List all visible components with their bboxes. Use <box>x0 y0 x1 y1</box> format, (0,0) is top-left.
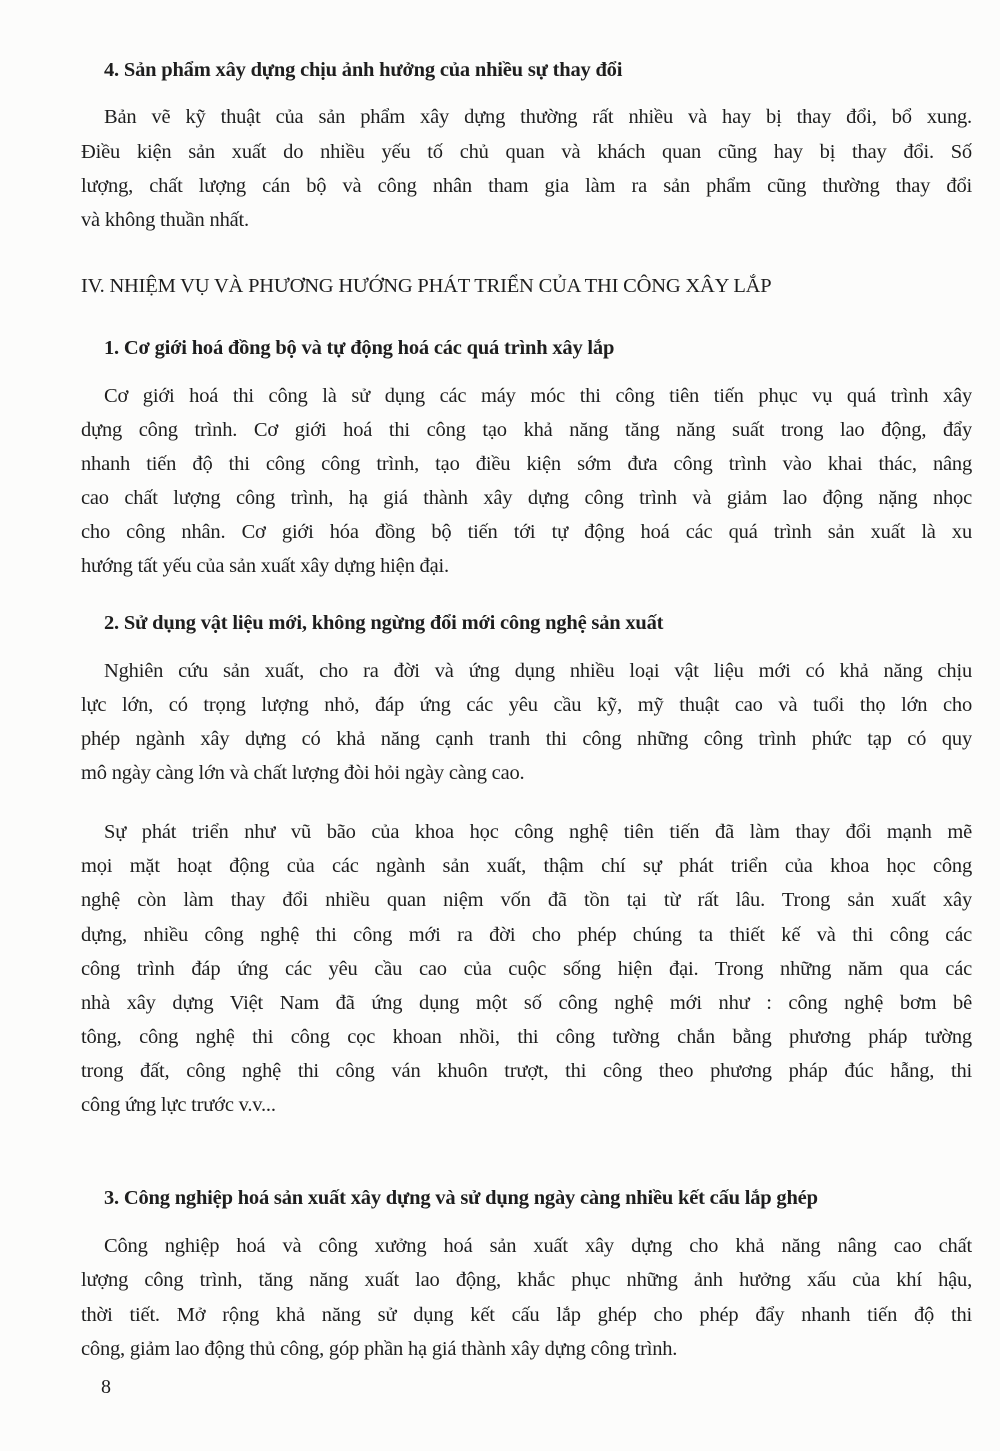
paragraph-line: Nghiên cứu sản xuất, cho ra đời và ứng dụng nhiều loại vật liệu mới có khả năng chịu <box>104 660 972 682</box>
paragraph-line: tông, công nghệ thi công cọc khoan nhồi, thi công tường chắn bằng phương pháp tường <box>81 1026 972 1048</box>
section-heading: 3. Công nghiệp hoá sản xuất xây dựng và sử dụng ngày càng nhiều kết cấu lắp ghép <box>104 1187 818 1209</box>
paragraph-line: công, giảm lao động thủ công, góp phần hạ giá thành xây dựng công trình. <box>81 1338 678 1360</box>
paragraph-line: nhanh tiến độ thi công công trình, tạo điều kiện sớm đưa công trình vào khai thác, nâng <box>81 453 972 475</box>
paragraph-line: mô ngày càng lớn và chất lượng đòi hỏi ngày càng cao. <box>81 762 525 784</box>
paragraph-line: cho công nhân. Cơ giới hóa đồng bộ tiến tới tự động hoá các quá trình sản xuất là xu <box>81 521 972 543</box>
paragraph-line: mọi mặt hoạt động của các ngành sản xuất, thậm chí sự phát triển của khoa học công <box>81 855 972 877</box>
paragraph-line: Cơ giới hoá thi công là sử dụng các máy móc thi công tiên tiến phục vụ quá trình xây <box>104 385 972 407</box>
paragraph-line: Sự phát triển như vũ bão của khoa học công nghệ tiên tiến đã làm thay đổi mạnh mẽ <box>104 821 972 843</box>
paragraph-line: Công nghiệp hoá và công xưởng hoá sản xuất xây dựng cho khả năng nâng cao chất <box>104 1235 972 1257</box>
paragraph-line: công trình đáp ứng các yêu cầu cao của cuộc sống hiện đại. Trong những năm qua các <box>81 958 972 980</box>
paragraph-line: Bản vẽ kỹ thuật của sản phẩm xây dựng thường rất nhiều và hay bị thay đổi, bổ xung. <box>104 106 972 128</box>
section-heading: 1. Cơ giới hoá đồng bộ và tự động hoá các quá trình xây lắp <box>104 337 615 359</box>
section-heading: 2. Sử dụng vật liệu mới, không ngừng đổi mới công nghệ sản xuất <box>104 612 664 634</box>
paragraph-line: nghệ còn làm thay đổi nhiều quan niệm vốn đã tồn tại từ rất lâu. Trong sản xuất xây <box>81 889 972 911</box>
section-heading: 4. Sản phẩm xây dựng chịu ảnh hưởng của nhiều sự thay đổi <box>104 59 623 81</box>
paragraph-line: dựng công trình. Cơ giới hoá thi công tạo khả năng tăng năng suất trong lao động, đẩy <box>81 419 972 441</box>
paragraph-line: dựng, nhiều công nghệ thi công mới ra đời cho phép chúng ta thiết kế và thi công các <box>81 924 972 946</box>
paragraph-line: lực lớn, có trọng lượng nhỏ, đáp ứng các yêu cầu kỹ, mỹ thuật cao và tuổi thọ lớn cho <box>81 694 972 716</box>
paragraph-line: và không thuần nhất. <box>81 209 249 231</box>
paragraph-line: trong đất, công nghệ thi công ván khuôn trượt, thi công theo phương pháp đúc hẫng, thi <box>81 1060 972 1082</box>
paragraph-line: Điều kiện sản xuất do nhiều yếu tố chủ quan và khách quan cũng hay bị thay đổi. Số <box>81 141 972 163</box>
chapter-heading: IV. NHIỆM VỤ VÀ PHƯƠNG HƯỚNG PHÁT TRIỂN CỦA THI CÔNG XÂY LẮP <box>81 275 772 297</box>
paragraph-line: phép ngành xây dựng có khả năng cạnh tranh thi công những công trình phức tạp có quy <box>81 728 972 750</box>
page-number: 8 <box>101 1376 111 1398</box>
paragraph-line: thời tiết. Mở rộng khả năng sử dụng kết cấu lắp ghép cho phép đẩy nhanh tiến độ thi <box>81 1304 972 1326</box>
paragraph-line: cao chất lượng công trình, hạ giá thành xây dựng công trình và giảm lao động nặng nhọc <box>81 487 972 509</box>
paragraph-line: công ứng lực trước v.v... <box>81 1094 276 1116</box>
paragraph-line: lượng, chất lượng cán bộ và công nhân tham gia làm ra sản phẩm cũng thường thay đổi <box>81 175 972 197</box>
paragraph-line: hướng tất yếu của sản xuất xây dựng hiện đại. <box>81 555 449 577</box>
paragraph-line: nhà xây dựng Việt Nam đã ứng dụng một số công nghệ mới như : công nghệ bơm bê <box>81 992 972 1014</box>
paragraph-line: lượng công trình, tăng năng xuất lao động, khắc phục những ảnh hưởng xấu của khí hậu, <box>81 1269 972 1291</box>
